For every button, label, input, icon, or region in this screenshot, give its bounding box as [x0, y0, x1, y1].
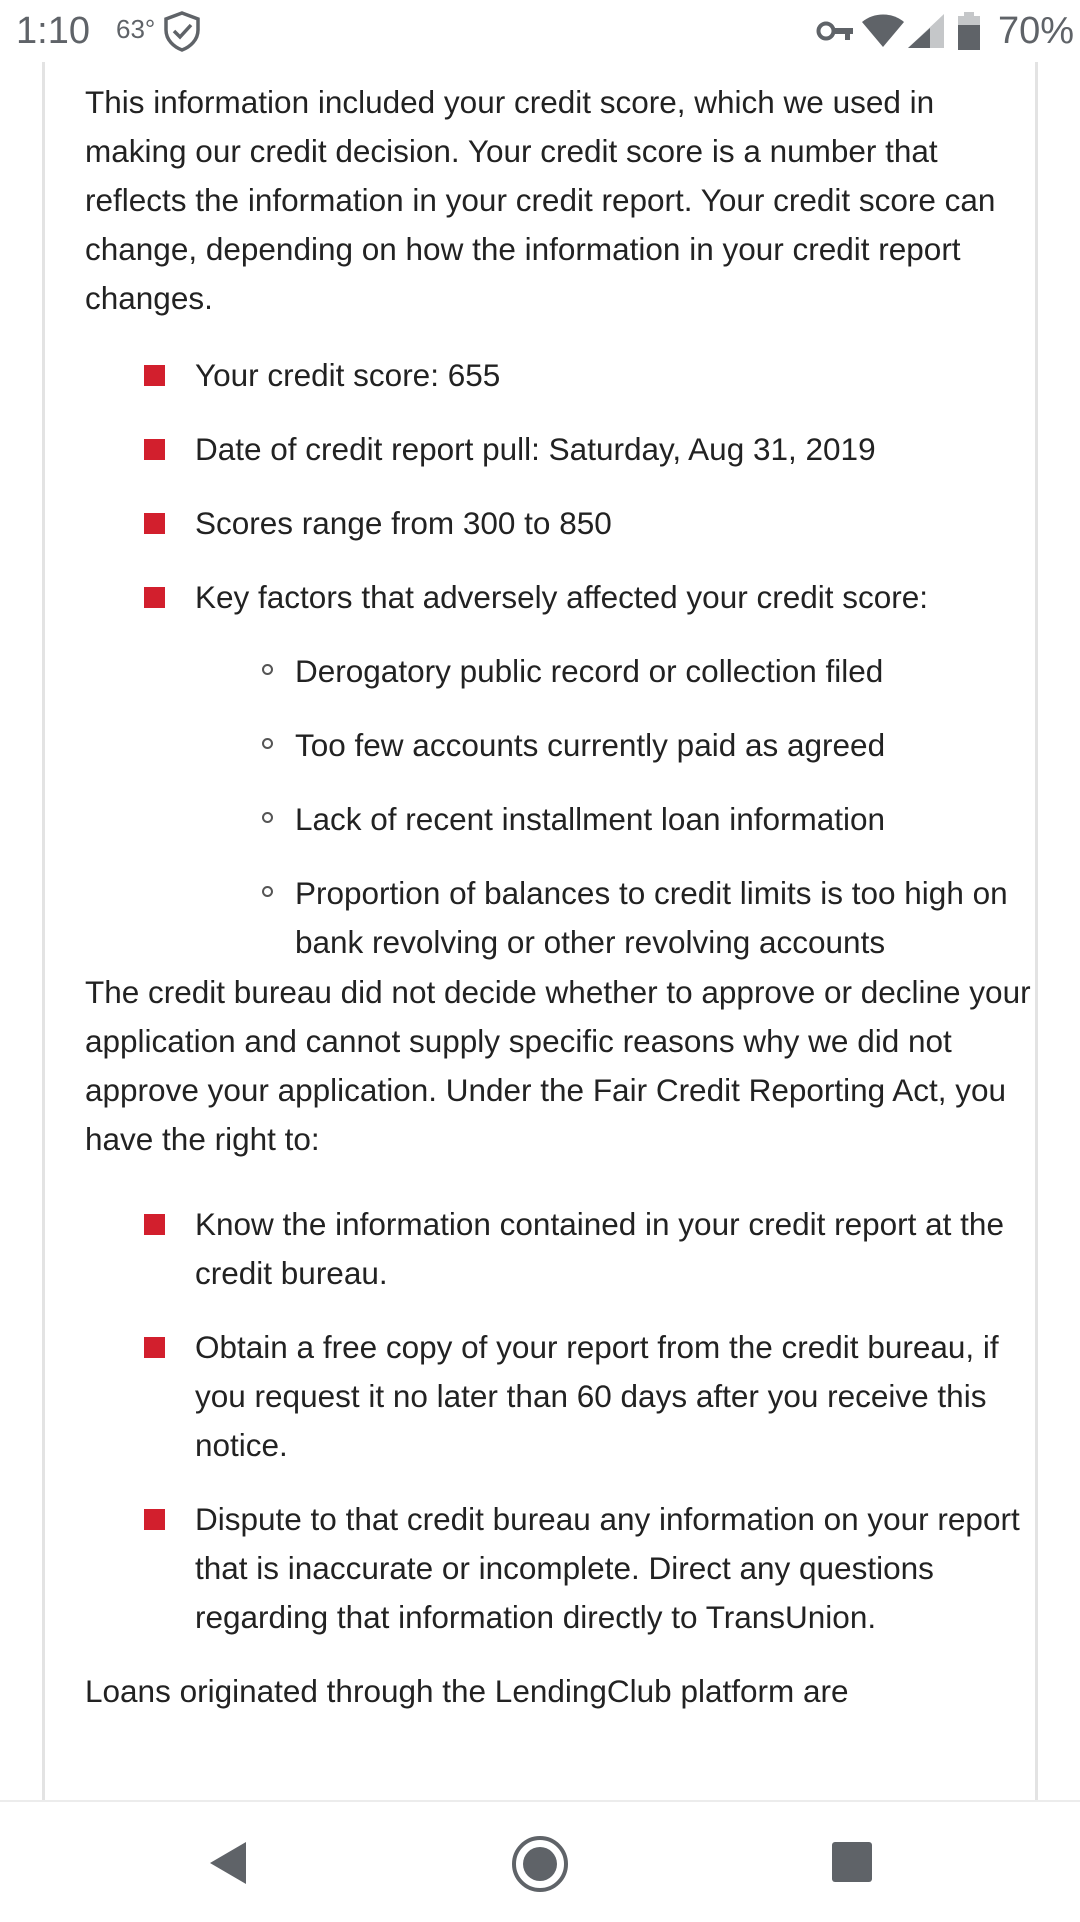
- rights-list: [85, 1200, 1035, 1642]
- key-factors-list: [195, 647, 1035, 967]
- recent-apps-icon[interactable]: [832, 1842, 872, 1882]
- status-bar: [0, 0, 1080, 62]
- list-item: [85, 869, 1035, 967]
- square-bullet: [144, 587, 165, 608]
- list-item: [85, 1200, 1035, 1298]
- square-bullet: [144, 365, 165, 386]
- list-item: [85, 425, 1035, 474]
- right-text: Know the information contained in your credit report at the credit bureau.: [195, 1206, 1004, 1291]
- home-icon[interactable]: [510, 1834, 570, 1894]
- list-item: [85, 499, 1035, 548]
- key-factor-text: Too few accounts currently paid as agreed: [295, 727, 886, 763]
- list-item: [85, 795, 1035, 844]
- square-bullet: [144, 1337, 165, 1358]
- shield-check-icon: [162, 10, 202, 52]
- vpn-key-icon: [816, 18, 854, 44]
- key-factor-text: Derogatory public record or collection filed: [295, 653, 884, 689]
- status-time: 1:10: [16, 10, 90, 52]
- status-temperature: 63°: [116, 14, 156, 44]
- circle-bullet: [262, 812, 273, 823]
- credit-score-text: Your credit score: 655: [195, 357, 501, 393]
- wifi-icon: [862, 12, 904, 48]
- cut-off-paragraph: Loans originated through the LendingClub platform are: [85, 1673, 849, 1709]
- circle-bullet: [262, 664, 273, 675]
- report-date-text: Date of credit report pull: Saturday, Aug 31, 2019: [195, 431, 876, 467]
- square-bullet: [144, 513, 165, 534]
- key-factors-heading: Key factors that adversely affected your credit score:: [195, 579, 929, 615]
- list-item: [85, 721, 1035, 770]
- battery-icon: [958, 12, 980, 50]
- circle-bullet: [262, 738, 273, 749]
- square-bullet: [144, 1214, 165, 1235]
- bureau-paragraph: The credit bureau did not decide whether to approve or decline your application and cannot supply specific reasons why we did not approve your application. Under the Fair Credit Reporting Act, you have the right to:: [85, 974, 1031, 1157]
- list-item: [85, 647, 1035, 696]
- list-item: [85, 1323, 1035, 1470]
- right-text: Obtain a free copy of your report from the credit bureau, if you request it no later than 60 days after you receive this notice.: [195, 1329, 999, 1463]
- list-item: [85, 351, 1035, 400]
- list-item: [85, 1495, 1035, 1642]
- status-battery-percent: 70%: [998, 10, 1075, 52]
- score-range-text: Scores range from 300 to 850: [195, 505, 612, 541]
- cell-signal-icon: [908, 14, 944, 48]
- square-bullet: [144, 439, 165, 460]
- navigation-bar: [0, 1800, 1080, 1922]
- square-bullet: [144, 1509, 165, 1530]
- list-item: [85, 573, 1035, 967]
- credit-score-list: [85, 351, 1035, 967]
- notice-content-card[interactable]: [42, 62, 1038, 1800]
- back-icon[interactable]: [204, 1838, 254, 1888]
- key-factor-text: Lack of recent installment loan information: [295, 801, 886, 837]
- circle-bullet: [262, 886, 273, 897]
- intro-paragraph: This information included your credit score, which we used in making our credit decision. Your credit score is a number that reflects the information in your credit report. Your credit score can change, depending on how the information in your credit report changes.: [85, 84, 996, 316]
- key-factor-text: Proportion of balances to credit limits is too high on bank revolving or other revolving accounts: [295, 875, 1008, 960]
- notice-content: [85, 78, 1035, 1744]
- right-text: Dispute to that credit bureau any information on your report that is inaccurate or incomplete. Direct any questions regarding that information directly to TransUnion.: [195, 1501, 1020, 1635]
